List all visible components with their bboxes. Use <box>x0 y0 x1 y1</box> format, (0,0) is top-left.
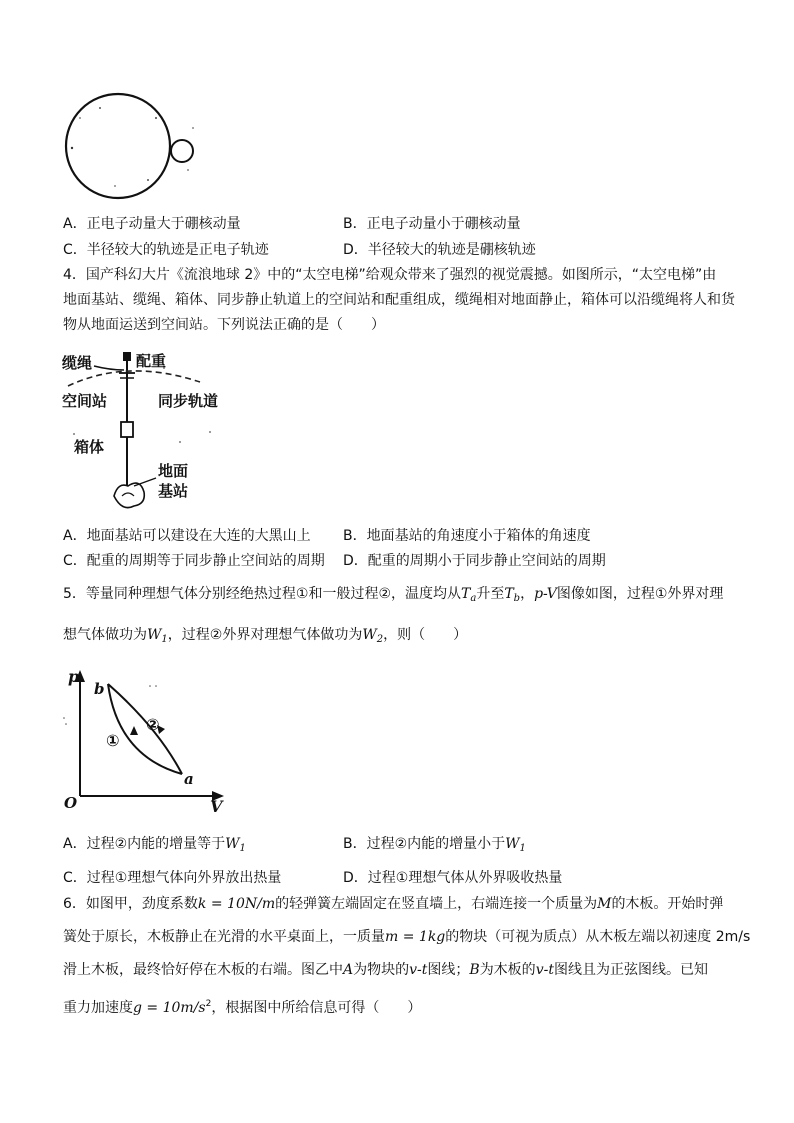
q4-option-a: A．地面基站可以建设在大连的大黑山上 <box>63 528 311 544</box>
label-space-station: 空间站 <box>62 392 108 410</box>
pv-diagram <box>58 664 233 814</box>
q3-option-d: D．半径较大的轨迹是硼核轨迹 <box>343 242 536 258</box>
q6-l3-e: 图线且为正弦图线。已知 <box>553 962 708 978</box>
q5-option-b-W: W <box>505 836 520 852</box>
q6-g-sup: 2 <box>205 999 212 1009</box>
q6-B: B <box>469 962 480 978</box>
q6-k: k = 10N/m <box>197 896 276 912</box>
q5-option-b-W-sub: 1 <box>519 843 526 854</box>
q5-stem-a: 5．等量同种理想气体分别经绝热过程①和一般过程②，温度均从 <box>63 586 462 602</box>
q5-option-d: D．过程①理想气体从外界吸收热量 <box>343 870 563 886</box>
axis-label-v: V <box>210 797 223 814</box>
q6-line-1 <box>63 894 723 914</box>
q3-option-a: A．正电子动量大于硼核动量 <box>63 216 241 232</box>
q4-option-d: D．配重的周期小于同步静止空间站的周期 <box>343 553 606 569</box>
q5-stem-d: 图像如图，过程①外界对理 <box>556 586 724 602</box>
q5-Tb: T <box>504 586 514 602</box>
q6-l2-a: 簧处于原长，木板静止在光滑的水平桌面上，一质量 <box>63 929 385 945</box>
q5-pv: p-V <box>534 586 557 602</box>
q5-line2-c: ，则（ ） <box>383 627 468 643</box>
point-a-label: a <box>184 770 194 788</box>
q5-stem-b: 升至 <box>476 586 505 602</box>
process-2-label: ② <box>146 715 160 734</box>
q6-M: M <box>597 896 612 912</box>
q6-l3-a: 滑上木板，最终恰好停在木板的右端。图乙中 <box>63 962 343 978</box>
q3-circles-figure <box>60 88 200 203</box>
q5-option-b-text: B．过程②内能的增量小于 <box>343 836 506 852</box>
label-base-station: 基站 <box>158 482 189 500</box>
q6-l1-a: 6．如图甲，劲度系数 <box>63 896 198 912</box>
q4-stem-line-2: 地面基站、缆绳、箱体、同步静止轨道上的空间站和配重组成，缆绳相对地面静止，箱体可以沿缆绳将人和货 <box>63 292 735 308</box>
q5-line2-b: ，过程②外界对理想气体做功为 <box>167 627 363 643</box>
q5-stem-line-1 <box>63 584 723 609</box>
origin-label: O <box>64 794 78 812</box>
q5-option-c: C．过程①理想气体向外界放出热量 <box>63 870 282 886</box>
q6-l3-b: 为物块的 <box>353 962 410 978</box>
q6-vt1: v-t <box>409 962 428 978</box>
q5-option-a-W: W <box>225 836 240 852</box>
label-cable: 缆绳 <box>62 354 93 372</box>
q6-l4-b: ，根据图中所给信息可得（ ） <box>211 1000 422 1016</box>
q5-W1: W <box>147 627 162 643</box>
q6-vt2: v-t <box>535 962 554 978</box>
q5-option-a-W-sub: 1 <box>239 843 246 854</box>
label-box: 箱体 <box>74 438 105 456</box>
label-sync-orbit: 同步轨道 <box>158 392 219 410</box>
q5-Ta-sub: a <box>470 593 477 604</box>
q6-g: g = 10m/s <box>133 1000 206 1016</box>
axis-label-p: p <box>68 667 80 686</box>
q6-l4-a: 重力加速度 <box>63 1000 133 1016</box>
q6-line-3 <box>63 960 708 980</box>
q6-l3-d: 为木板的 <box>479 962 536 978</box>
q5-W1-sub: 1 <box>161 634 168 645</box>
q5-option-b <box>343 834 526 859</box>
point-b-label: b <box>94 680 105 698</box>
q5-line2-a: 想气体做功为 <box>63 627 147 643</box>
process-1-label: ① <box>106 731 120 750</box>
q3-option-c: C．半径较大的轨迹是正电子轨迹 <box>63 242 269 258</box>
q5-option-a <box>63 834 246 859</box>
q6-l1-c: 的木板。开始时弹 <box>611 896 724 912</box>
q6-line-2 <box>63 927 750 947</box>
q3-option-b: B．正电子动量小于硼核动量 <box>343 216 521 232</box>
q4-stem-line-1: 4．国产科幻大片《流浪地球 2》中的“太空电梯”给观众带来了强烈的视觉震撼。如图所示，“太空电梯”由 <box>63 267 717 283</box>
q5-Tb-sub: b <box>513 593 521 604</box>
q5-stem-line-2 <box>63 625 467 650</box>
q5-stem-c: ， <box>520 586 535 602</box>
q6-l1-b: 的轻弹簧左端固定在竖直墙上，右端连接一个质量为 <box>275 896 598 912</box>
q4-stem-line-3: 物从地面运送到空间站。下列说法正确的是（ ） <box>63 317 385 333</box>
q4-option-c: C．配重的周期等于同步静止空间站的周期 <box>63 553 325 569</box>
q5-W2: W <box>362 627 377 643</box>
q5-option-a-text: A．过程②内能的增量等于 <box>63 836 226 852</box>
q5-W2-sub: 2 <box>376 634 384 645</box>
q6-l2-b: 的物块（可视为质点）从木板左端以初速度 2m/s <box>445 929 751 945</box>
q4-option-b: B．地面基站的角速度小于箱体的角速度 <box>343 528 591 544</box>
q6-l3-c: 图线； <box>427 962 470 978</box>
q6-m: m = 1kg <box>385 929 446 945</box>
label-counterweight: 配重 <box>136 352 167 370</box>
q6-line-4 <box>63 994 421 1018</box>
space-elevator-figure <box>60 346 235 521</box>
q5-Ta: T <box>461 586 471 602</box>
label-ground: 地面 <box>158 462 189 480</box>
q6-A: A <box>343 962 354 978</box>
